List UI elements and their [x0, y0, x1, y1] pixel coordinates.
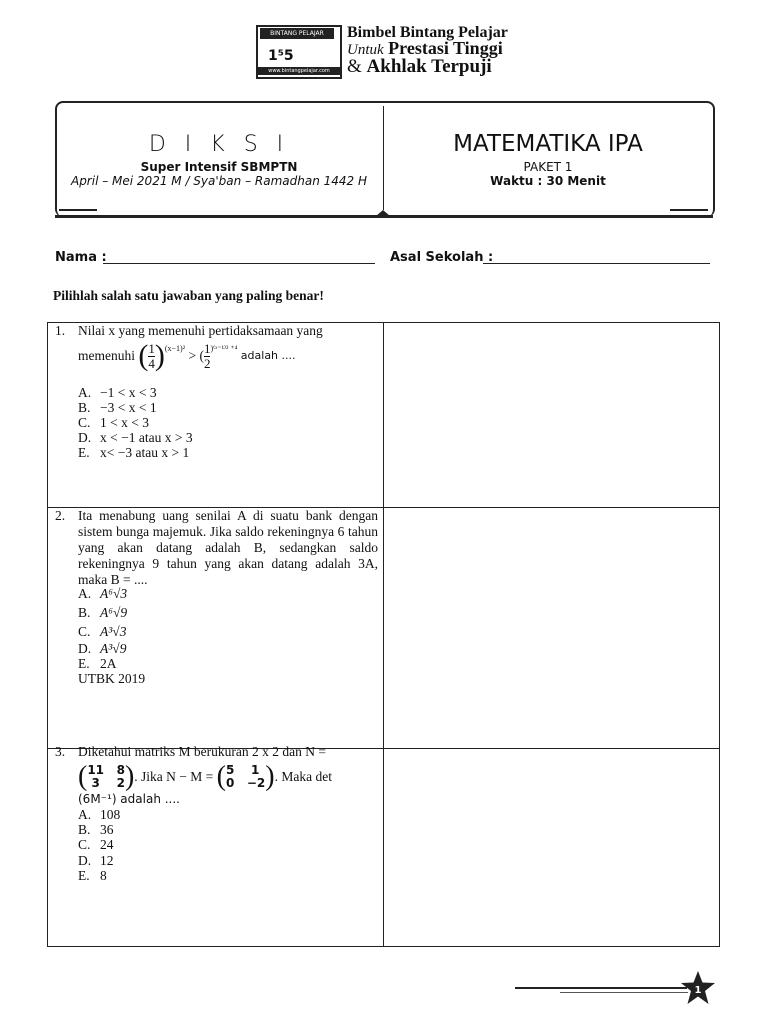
option-text: x < −1 atau x > 3: [100, 430, 193, 445]
header-arrow: [376, 210, 390, 216]
header-divider: [383, 106, 384, 210]
matrix-diff: 5 1 0 −2: [225, 763, 266, 790]
option-label: E.: [78, 445, 90, 460]
question-3-number: 3.: [55, 744, 66, 759]
header-corner-left: [59, 209, 97, 211]
option-text: 36: [100, 822, 114, 837]
logo-badge-title: BINTANG PELAJAR: [260, 28, 334, 39]
program-title: D I K S I: [148, 132, 290, 157]
option-label: E.: [78, 868, 90, 883]
question-1-expression: memenuhi ( $\frac{1}{4}$ )$^{(x-1)^2}$ > ( $\frac{1}{2}$ $^{)^(ˣ^{-1)2} ^{+4}}$ adalah ....: [78, 339, 296, 372]
option-label: A.: [78, 586, 92, 601]
header-frame: [55, 101, 715, 217]
option-text: 24: [100, 837, 114, 852]
option-label: A.: [78, 385, 92, 400]
option-label: C.: [78, 837, 91, 852]
time-label: Waktu : 30 Menit: [490, 174, 606, 188]
table-column-divider: [383, 322, 384, 947]
footer-rule: [560, 992, 688, 993]
option-text: −1 < x < 3: [100, 385, 157, 400]
brand-name: Bimbel Bintang Pelajar: [347, 24, 508, 41]
program-period: April – Mei 2021 M / Sya'ban – Ramadhan 1442 H: [70, 174, 367, 188]
option-label: D.: [78, 853, 92, 868]
question-1-number: 1.: [55, 323, 66, 338]
option-text: 12: [100, 853, 114, 868]
question-3-text-end: (6M⁻¹) adalah ....: [78, 792, 180, 806]
option-text: A⁶√3: [100, 586, 128, 601]
question-3-expression: (11 8 3 2). Jika N − M = (5 1 0 −2). Maka det: [78, 761, 332, 792]
program-subtitle: Super Intensif SBMPTN: [140, 160, 298, 174]
brand-tagline-1: Untuk Prestasi Tinggi: [347, 38, 503, 58]
question-2-number: 2.: [55, 508, 66, 523]
option-label: B.: [78, 822, 91, 837]
question-3-text: Diketahui matriks M berukuran 2 x 2 dan N =: [78, 744, 326, 759]
option-label: D.: [78, 641, 92, 656]
question-1-text: Nilai x yang memenuhi pertidaksamaan yang: [78, 323, 323, 338]
option-text: 8: [100, 868, 107, 883]
option-label: A.: [78, 807, 92, 822]
option-label: B.: [78, 400, 91, 415]
option-text: x< −3 atau x > 1: [100, 445, 190, 460]
package-label: PAKET 1: [523, 160, 573, 174]
fraction: $\frac{1}{2}$: [203, 340, 211, 371]
option-text: 108: [100, 807, 121, 822]
school-field-line[interactable]: [483, 263, 710, 264]
instruction: Pilihlah salah satu jawaban yang paling benar!: [53, 288, 324, 303]
brand-tagline-2: & Akhlak Terpuji: [347, 56, 492, 77]
option-text: 1 < x < 3: [100, 415, 149, 430]
matrix-n: 11 8 3 2: [87, 763, 125, 790]
question-2-source: UTBK 2019: [78, 671, 146, 686]
logo-website: www.bintangpelajar.com: [256, 67, 342, 75]
option-label: D.: [78, 430, 92, 445]
subject-title: MATEMATIKA IPA: [453, 131, 643, 157]
school-label: Asal Sekolah :: [390, 250, 494, 265]
option-text: −3 < x < 1: [100, 400, 157, 415]
option-text: 2A: [100, 656, 117, 671]
option-text: A³√3: [100, 624, 127, 639]
fraction: $\frac{1}{4}$: [148, 340, 155, 371]
option-label: C.: [78, 624, 91, 639]
option-label: C.: [78, 415, 91, 430]
option-text: A⁶√9: [100, 605, 128, 620]
option-text: A³√9: [100, 641, 127, 656]
page-number: 1: [694, 985, 702, 996]
name-field-line[interactable]: [103, 263, 375, 264]
name-label: Nama :: [55, 250, 107, 265]
option-label: B.: [78, 605, 91, 620]
footer-rule: [515, 987, 687, 989]
option-label: E.: [78, 656, 90, 671]
question-2-text: Ita menabung uang senilai A di suatu bank dengan sistem bunga majemuk. Jika saldo rekeningnya 6 tahun yang akan datang adalah B, sedangkan saldo rekeningnya 9 tahun yang akan datang adalah 3A, maka B = ....: [78, 508, 378, 587]
header-corner-right: [670, 209, 708, 211]
logo-badge-number: 1⁵5: [268, 48, 294, 64]
